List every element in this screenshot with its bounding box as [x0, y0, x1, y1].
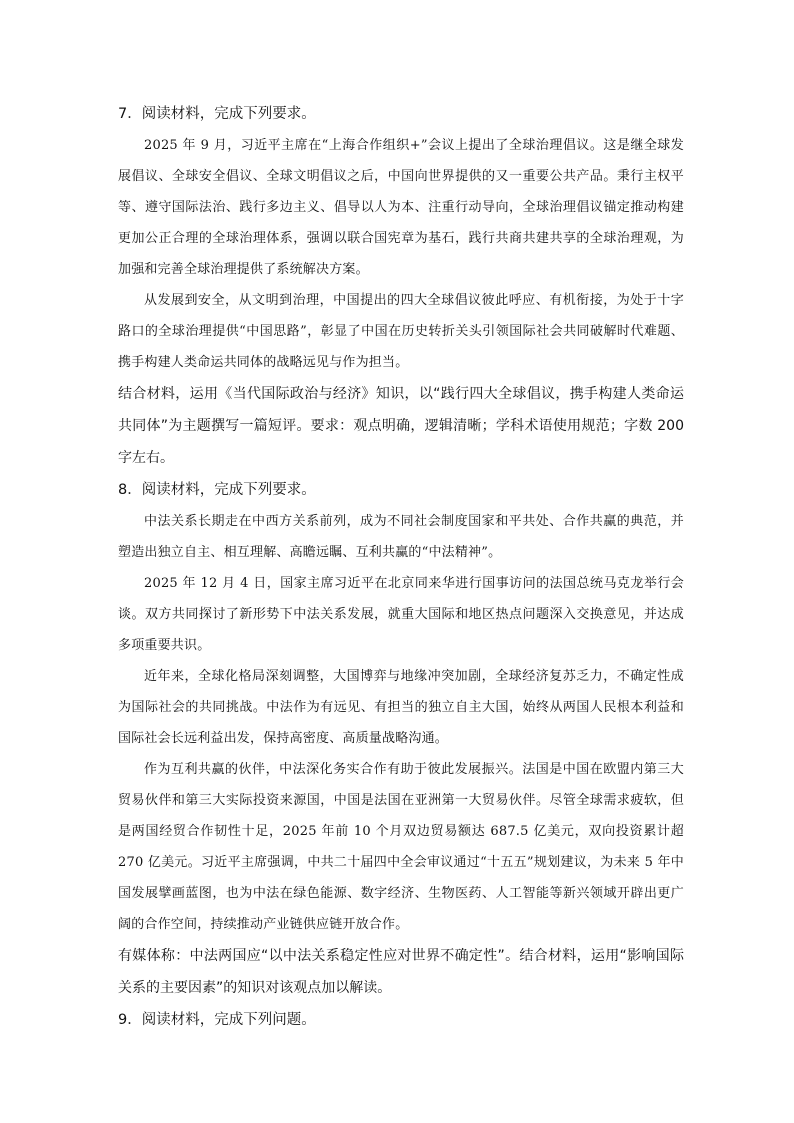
- question-8-material-paragraph-3: 近年来，全球化格局深刻调整，大国博弈与地缘冲突加剧，全球经济复苏乏力，不确定性成为国际社会的共同挑战。中法作为有远见、有担当的独立自主大国，始终从两国人民根本利益和国际社会长远利益出发，保持高密度、高质量战略沟通。: [118, 669, 684, 746]
- question-8-heading: 8．阅读材料，完成下列要求。: [118, 482, 316, 498]
- question-7-material-paragraph-2: 从发展到安全，从文明到治理，中国提出的四大全球倡议彼此呼应、有机衔接，为处于十字路口的全球治理提供“中国思路”，彰显了中国在历史转折关头引领国际社会共同破解时代难题、携手构建人类命运共同体的战略远见与作为担当。: [118, 293, 684, 370]
- question-8-material-paragraph-2: 2025 年 12 月 4 日，国家主席习近平在北京同来华进行国事访问的法国总统马克龙举行会谈。双方共同探讨了新形势下中法关系发展，就重大国际和地区热点问题深入交换意见，并达成多项重要共识。: [118, 576, 684, 653]
- question-7-requirement: 结合材料，运用《当代国际政治与经济》知识，以“践行四大全球倡议，携手构建人类命运共同体”为主题撰写一篇短评。要求：观点明确，逻辑清晰；学科术语使用规范；字数 200 字左右。: [118, 386, 684, 466]
- question-8-material-paragraph-4: 作为互利共赢的伙伴，中法深化务实合作有助于彼此发展振兴。法国是中国在欧盟内第三大贸易伙伴和第三大实际投资来源国，中国是法国在亚洲第一大贸易伙伴。尽管全球需求疲软，但是两国经贸合作韧性十足，2025 年前 10 个月双边贸易额达 687.5 亿美元，双向投资累计超 270 亿美元。习近平主席强调，中共二十届四中全会审议通过“十五五”规划建议，为未来 5 年中国发展擘画蓝图，也为中法在绿色能源、数字经济、生物医药、人工智能等新兴领域开辟出更广阔的合作空间，持续推动产业链供应链开放合作。: [118, 762, 684, 932]
- question-8-requirement: 有媒体称：中法两国应“以中法关系稳定性应对世界不确定性”。结合材料，运用“影响国际关系的主要因素”的知识对该观点加以解读。: [118, 948, 684, 996]
- question-8-material-paragraph-1: 中法关系长期走在中西方关系前列，成为不同社会制度国家和平共处、合作共赢的典范，并塑造出独立自主、相互理解、高瞻远瞩、互利共赢的“中法精神”。: [118, 514, 684, 560]
- document-page: [118, 98, 684, 1036]
- question-9-heading: 9．阅读材料，完成下列问题。: [118, 1012, 316, 1028]
- question-7-material-paragraph-1: 2025 年 9 月，习近平主席在“上海合作组织+”会议上提出了全球治理倡议。这是继全球发展倡议、全球安全倡议、全球文明倡议之后，中国向世界提供的又一重要公共产品。秉行主权平等、遵守国际法治、践行多边主义、倡导以人为本、注重行动导向，全球治理倡议锚定推动构建更加公正合理的全球治理体系，强调以联合国宪章为基石，践行共商共建共享的全球治理观，为加强和完善全球治理提供了系统解决方案。: [118, 138, 684, 277]
- question-7-heading: 7．阅读材料，完成下列要求。: [118, 106, 316, 122]
